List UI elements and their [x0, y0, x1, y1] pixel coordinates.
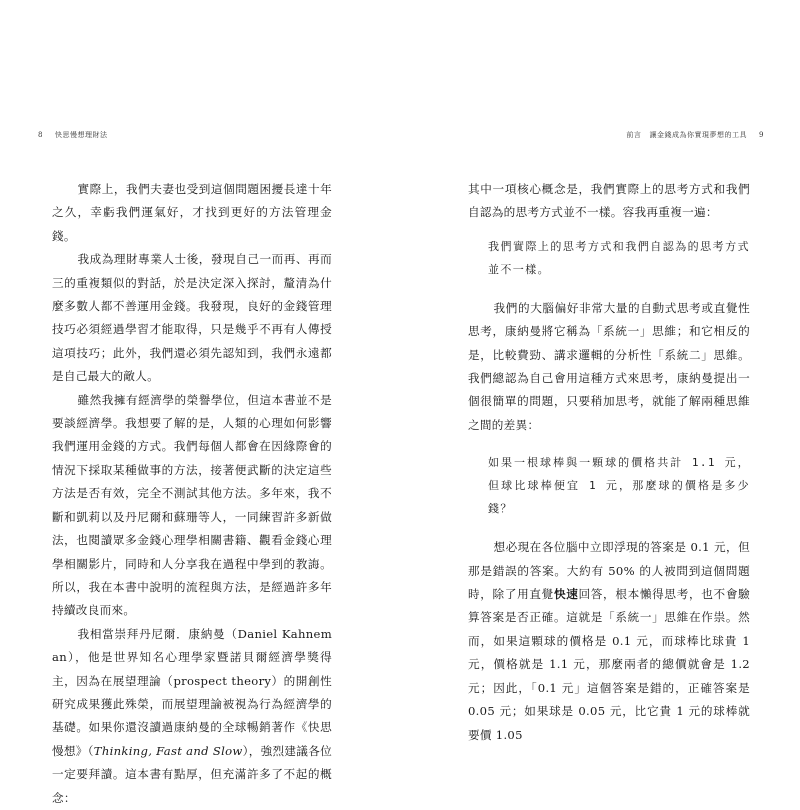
left-body-text — [52, 178, 332, 810]
quote-block-2: 如果一根球棒與一顆球的價格共計 1.1 元，但球比球棒便宜 1 元，那麼球的價格是多少錢？ — [488, 456, 750, 516]
right-paragraph-3-part1: 想必現在各位腦中立即浮現的答案是 0.1 元，但那是錯誤的答案。大約有 50% 的人被問到這個問題時，除了用直覺 — [468, 540, 750, 602]
book-title: Thinking, Fast and Slow — [93, 743, 243, 758]
left-paragraph-4-part1: 我相當崇拜丹尼爾．康納曼（Daniel Kahneman），他是世界知名心理學家暨諾貝爾經濟學獎得主，因為在展望理論（prospect theory）的開創性研究成果獲此殊榮，而展望理論被視為行為經濟學的基礎。如果你還沒讀過康納曼的全球暢銷著作《快思慢想》（ — [52, 626, 332, 758]
right-section-label: 前言 — [626, 131, 642, 139]
right-body-text — [468, 178, 750, 747]
left-page-number: 8 — [38, 131, 43, 139]
right-running-head — [626, 130, 764, 140]
right-running-title: 讓金錢成為你實現夢想的工具 — [649, 131, 748, 139]
right-page-number: 9 — [759, 131, 764, 139]
right-paragraph-3-part2: 回答，根本懶得思考，也不會驗算答案是否正確。這就是「系統一」思維在作祟。然而，如果這顆球的價格是 0.1 元，而球棒比球貴 1 元，價格就是 1.1 元，那麼兩者的總價就會是 1.2 元；因此，「0.1 元」這個答案是錯的，正確答案是 0.05 元；如果球是 0.05 元，比它貴 1 元的球棒就要價 1.05 — [468, 587, 750, 742]
quote-block-1: 我們實際上的思考方式和我們自認為的思考方式並不一樣。 — [488, 239, 750, 276]
right-intro-paragraph: 其中一項核心概念是，我們實際上的思考方式和我們自認為的思考方式並不一樣。容我再重複一遍： — [468, 182, 750, 220]
bold-emphasis: 快速 — [553, 587, 579, 602]
left-paragraph-2: 我成為理財專業人士後，發現自己一而再、再而三的重複類似的對話，於是決定深入探討，釐清為什麼多數人都不善運用金錢。我發現，良好的金錢管理技巧必須經過學習才能取得，只是幾乎不再有人傳授這項技巧；此外，我們還必須先認知到，我們永遠都是自己最大的敵人。 — [52, 252, 332, 384]
left-paragraph-4-part2: ），強烈建議各位一定要拜讀。這本書有點厚，但充滿許多了不起的概念： — [52, 743, 332, 805]
left-page — [0, 0, 400, 805]
right-page — [400, 0, 800, 744]
left-paragraph-3: 雖然我擁有經濟學的榮譽學位，但這本書並不是要談經濟學。我想要了解的是，人類的心理如何影響我們運用金錢的方式。我們每個人都會在因緣際會的情況下採取某種做事的方法，接著便武斷的決定這些方法是否有效，完全不測試其他方法。多年來，我不斷和凱莉以及丹尼爾和蘇珊等人，一同練習許多新做法，也閱讀眾多金錢心理學相關書籍、觀看金錢心理學相關影片，同時和人分享我在過程中學到的教誨。所以，我在本書中說明的流程與方法，是經過許多年持續改良而來。 — [52, 392, 332, 618]
right-paragraph-2: 我們的大腦偏好非常大量的自動式思考或直覺性思考，康納曼將它稱為「系統一」思維；和它相反的是，比較費勁、講求邏輯的分析性「系統二」思維。我們總認為自己會用這種方式來思考，康納曼提出一個很簡單的問題，只要稍加思考，就能了解兩種思維之間的差異： — [468, 300, 750, 432]
left-running-title: 快思慢想理財法 — [54, 131, 108, 139]
left-paragraph-4 — [52, 623, 332, 810]
right-paragraph-3 — [468, 536, 750, 747]
left-paragraph-1: 實際上，我們夫妻也受到這個問題困擾長達十年之久，幸虧我們運氣好，才找到更好的方法管理金錢。 — [52, 182, 332, 243]
left-running-head — [38, 130, 107, 140]
